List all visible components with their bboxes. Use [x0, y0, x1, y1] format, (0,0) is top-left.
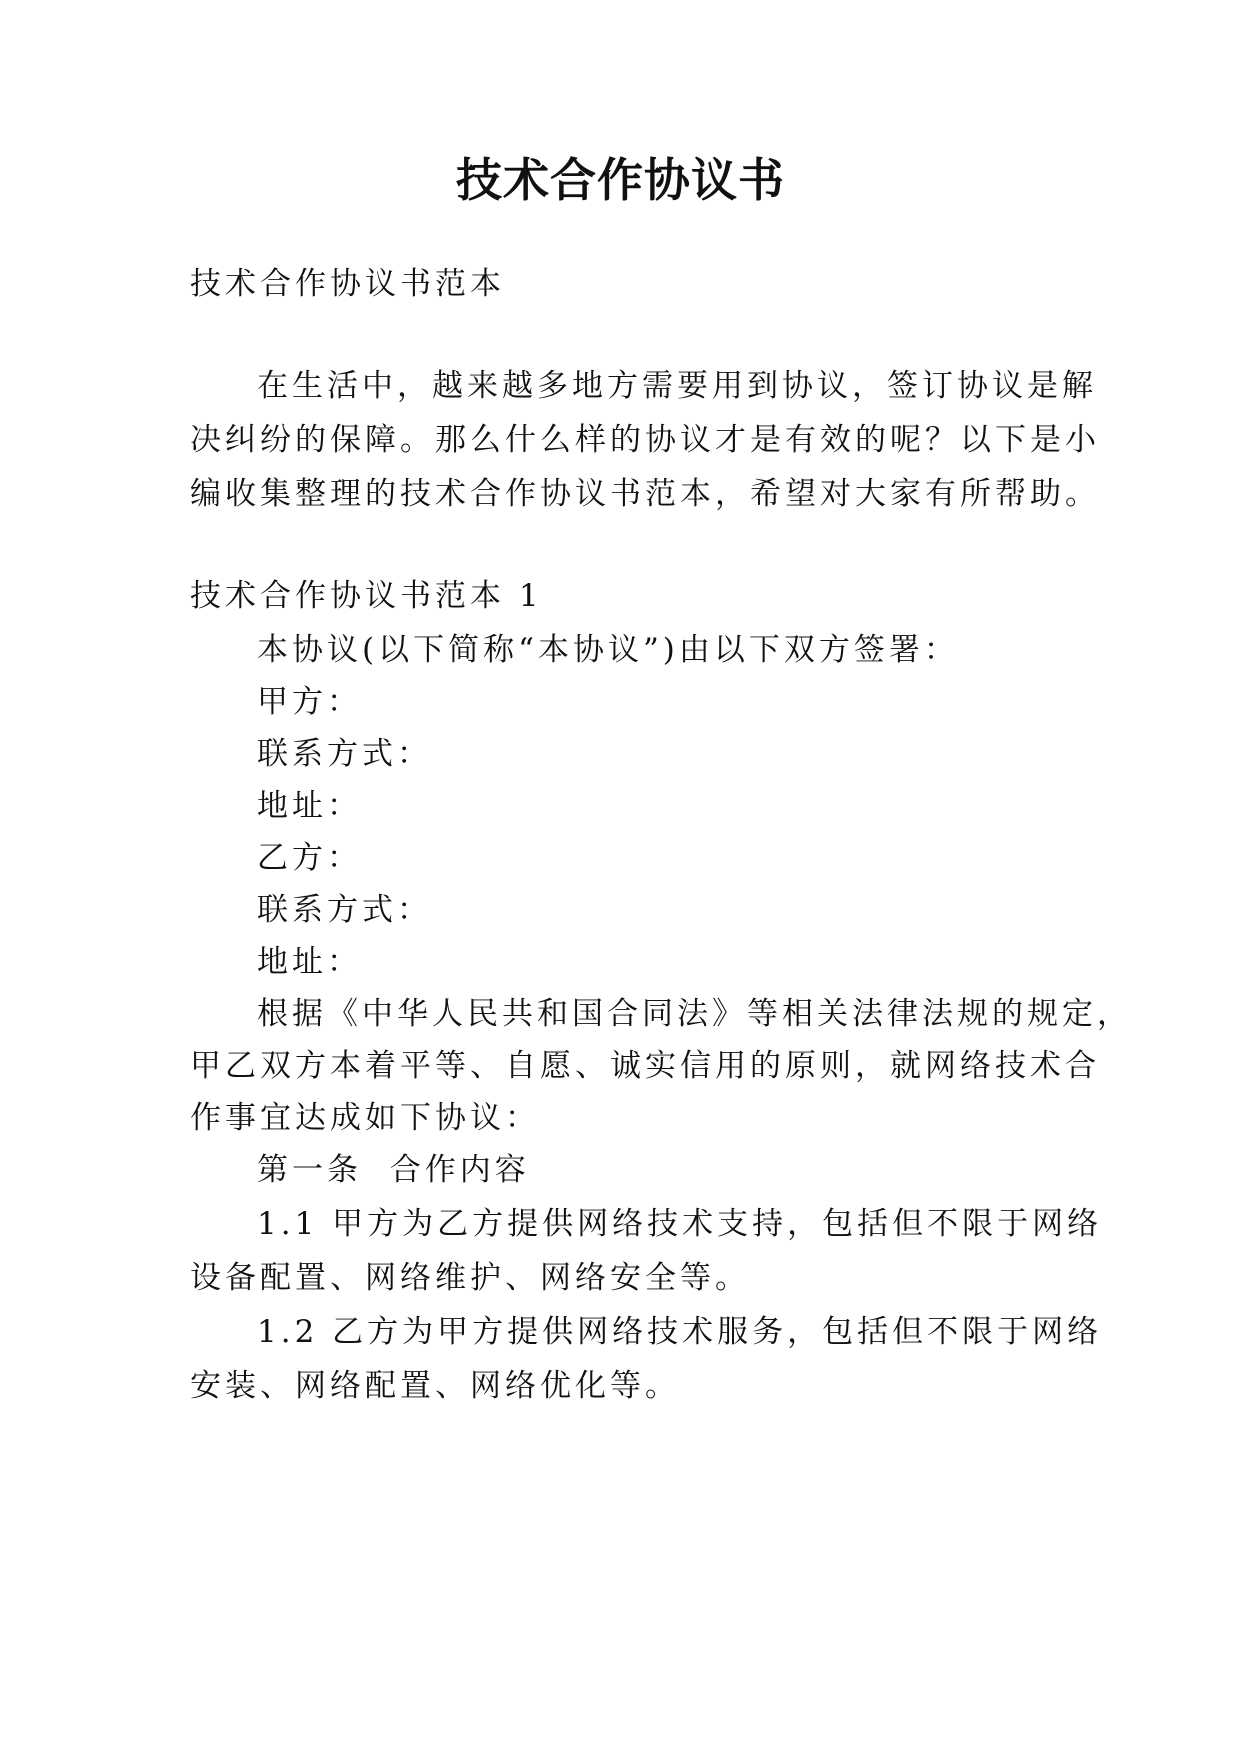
- basis-line-2: 甲乙双方本着平等、自愿、诚实信用的原则，就网络技术合: [190, 1048, 1100, 1084]
- clause-1-2-line-2: 安装、网络配置、网络优化等。: [190, 1368, 680, 1404]
- article-1-heading: 第一条 合作内容: [257, 1152, 530, 1188]
- party-b-contact: 联系方式：: [257, 892, 432, 928]
- intro-line-3: 编收集整理的技术合作协议书范本，希望对大家有所帮助。: [190, 476, 1100, 512]
- intro-line-1: 在生活中，越来越多地方需要用到协议，签订协议是解: [257, 368, 1097, 404]
- basis-line-3: 作事宜达成如下协议：: [190, 1100, 540, 1136]
- preamble: 本协议(以下简称“本协议”)由以下双方签署：: [257, 632, 959, 668]
- party-a-label: 甲方：: [257, 684, 362, 720]
- clause-1-1-line-1: 1.1 甲方为乙方提供网络技术支持，包括但不限于网络: [257, 1206, 1103, 1242]
- basis-line-1: 根据《中华人民共和国合同法》等相关法律法规的规定，: [257, 996, 1132, 1032]
- document-title: 技术合作协议书: [456, 153, 785, 207]
- clause-1-1-line-2: 设备配置、网络维护、网络安全等。: [190, 1260, 750, 1296]
- party-b-address: 地址：: [257, 944, 362, 980]
- party-a-contact: 联系方式：: [257, 736, 432, 772]
- document-subtitle: 技术合作协议书范本: [190, 266, 505, 302]
- party-a-address: 地址：: [257, 788, 362, 824]
- intro-line-2: 决纠纷的保障。那么什么样的协议才是有效的呢？以下是小: [190, 422, 1100, 458]
- section-heading: 技术合作协议书范本 1: [190, 578, 543, 614]
- clause-1-2-line-1: 1.2 乙方为甲方提供网络技术服务，包括但不限于网络: [257, 1314, 1103, 1350]
- party-b-label: 乙方：: [257, 840, 362, 876]
